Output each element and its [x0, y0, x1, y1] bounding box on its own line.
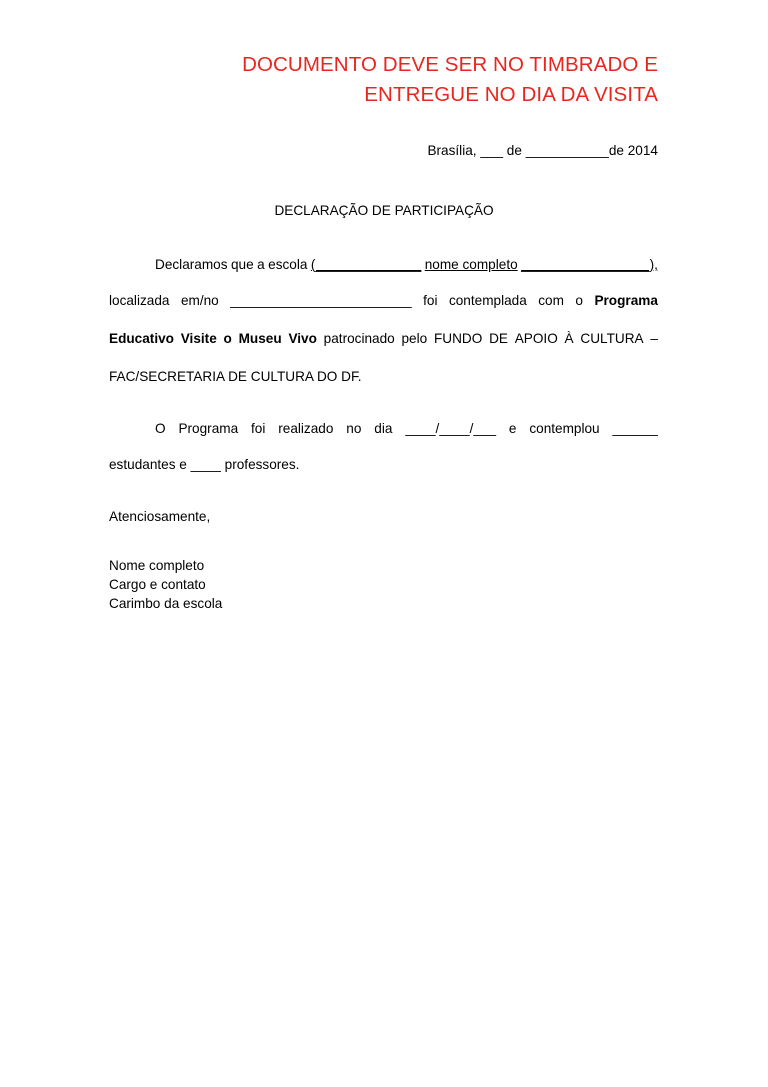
paragraph2-line2: estudantes e ____ professores. — [109, 457, 300, 472]
word: escola — [268, 257, 308, 272]
word: O — [155, 421, 166, 436]
word: contemplou — [529, 421, 600, 436]
word: no — [346, 421, 362, 436]
visit-date-blank: ____/____/___ — [405, 421, 497, 436]
paragraph1-line1 — [155, 257, 658, 272]
word: FUNDO — [433, 331, 483, 346]
word: contemplada — [448, 293, 527, 308]
school-name-blank-end: _________________), — [521, 257, 658, 272]
paragraph1-line3 — [109, 331, 658, 346]
word: que — [230, 257, 254, 272]
program-name-part: Vivo — [288, 331, 317, 346]
paragraph1-line2 — [109, 293, 658, 308]
location-blank: ________________________ — [230, 293, 412, 308]
program-name-part: Programa — [594, 293, 658, 308]
word: realizado — [278, 421, 334, 436]
word: patrocinado — [323, 331, 395, 346]
signature-role: Cargo e contato — [109, 577, 206, 592]
word: com — [538, 293, 564, 308]
heading-line-2: ENTREGUE NO DIA DA VISITA — [364, 83, 658, 106]
instruction-heading — [242, 50, 658, 110]
signature-name: Nome completo — [109, 558, 205, 573]
paragraph1-line4: FAC/SECRETARIA DE CULTURA DO DF. — [109, 369, 362, 384]
word: À — [564, 331, 574, 346]
program-name-part: Museu — [238, 331, 282, 346]
word: DE — [489, 331, 508, 346]
word: a — [257, 257, 265, 272]
student-count-blank: ______ — [612, 421, 658, 436]
date-line: Brasília, ___ de ___________de 2014 — [427, 143, 658, 158]
declaration-title: DECLARAÇÃO DE PARTICIPAÇÃO — [274, 203, 494, 218]
signature-stamp: Carimbo da escola — [109, 596, 223, 611]
word: Programa — [178, 421, 239, 436]
program-name-part: Educativo — [109, 331, 174, 346]
word: Declaramos — [155, 257, 228, 272]
word: APOIO — [514, 331, 558, 346]
word: CULTURA — [580, 331, 644, 346]
paragraph2-line1 — [155, 421, 658, 436]
word: foi — [423, 293, 438, 308]
word: o — [575, 293, 583, 308]
program-name-part: o — [223, 331, 232, 346]
word: foi — [251, 421, 266, 436]
word: e — [508, 421, 517, 436]
heading-line-1: DOCUMENTO DEVE SER NO TIMBRADO E — [242, 53, 658, 76]
word: – — [650, 331, 658, 346]
school-name-blank-start: (______________ — [310, 257, 422, 272]
word: localizada — [109, 293, 170, 308]
word: em/no — [180, 293, 219, 308]
program-name-part: Visite — [180, 331, 217, 346]
school-name-placeholder: nome completo — [424, 257, 518, 272]
word: pelo — [401, 331, 428, 346]
word: dia — [374, 421, 393, 436]
closing-text: Atenciosamente, — [109, 509, 211, 524]
